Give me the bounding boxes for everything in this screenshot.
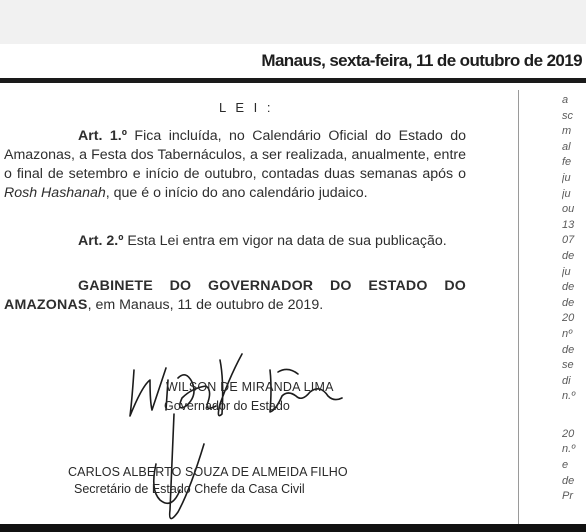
fragment: ju bbox=[562, 265, 571, 278]
right-column-fragments bbox=[562, 93, 586, 505]
handwritten-signature bbox=[120, 340, 360, 530]
fragment: de bbox=[562, 343, 575, 356]
fragment: e bbox=[562, 459, 569, 472]
closing-paragraph bbox=[4, 277, 466, 315]
fragment: de bbox=[562, 249, 575, 262]
fragment: de bbox=[562, 474, 575, 487]
signatory-1-name: WILSON DE MIRANDA LIMA bbox=[166, 380, 334, 394]
fragment: m bbox=[562, 125, 572, 138]
fragment: ju bbox=[562, 171, 571, 184]
article-2-text: Esta Lei entra em vigor na data de sua publicação. bbox=[123, 233, 447, 249]
top-margin-strip bbox=[0, 0, 586, 44]
closing-rest: , em Manaus, 11 de outubro de 2019. bbox=[87, 297, 324, 313]
law-title: L E I : bbox=[219, 100, 274, 115]
fragment: n.º bbox=[562, 390, 576, 403]
fragment: al bbox=[562, 140, 571, 153]
header-date-line: Manaus, sexta-feira, 11 de outubro de 2019 bbox=[261, 51, 582, 70]
fragment: se bbox=[562, 359, 574, 372]
closing-caps: GABINETE DO GOVERNADOR DO ESTADO DO AMAZONAS bbox=[4, 278, 466, 313]
article-1-label: Art. 1.º bbox=[78, 128, 127, 144]
fragment: Pr bbox=[562, 490, 573, 503]
column-separator bbox=[518, 90, 519, 524]
fragment: a bbox=[562, 94, 569, 106]
article-1 bbox=[4, 127, 466, 203]
article-1-italic: Rosh Hashanah bbox=[4, 185, 106, 201]
footer-rule bbox=[0, 524, 586, 532]
fragment: nº bbox=[562, 327, 573, 340]
header-rule bbox=[0, 78, 586, 83]
fragment: n.º bbox=[562, 443, 576, 456]
signatory-2-role: Secretário de Estado Chefe da Casa Civil bbox=[74, 482, 305, 496]
fragment: 07 bbox=[562, 234, 575, 247]
fragment: 13 bbox=[562, 218, 575, 231]
article-1-text: Fica incluída, no Calendário Oficial do Estado do Amazonas, a Festa dos Tabernáculos, a ser realizada, anualmente, entre o final de setembro e início de outubro, contadas duas semanas após o bbox=[4, 128, 466, 182]
fragment: de bbox=[562, 296, 575, 309]
fragment: ou bbox=[562, 203, 575, 216]
fragment: fe bbox=[562, 156, 572, 169]
article-2 bbox=[4, 232, 466, 251]
fragment: 20 bbox=[562, 427, 575, 440]
signatory-1-role: Governador do Estado bbox=[164, 399, 290, 413]
article-1-text-end: , que é o início do ano calendário judaico. bbox=[105, 185, 368, 201]
fragment: sc bbox=[562, 109, 573, 122]
fragment: ju bbox=[562, 187, 571, 200]
fragment: 20 bbox=[562, 312, 575, 325]
signatory-2-name: CARLOS ALBERTO SOUZA DE ALMEIDA FILHO bbox=[68, 465, 348, 479]
fragment: de bbox=[562, 281, 575, 294]
fragment: di bbox=[562, 374, 571, 387]
article-2-label: Art. 2.º bbox=[78, 233, 124, 249]
